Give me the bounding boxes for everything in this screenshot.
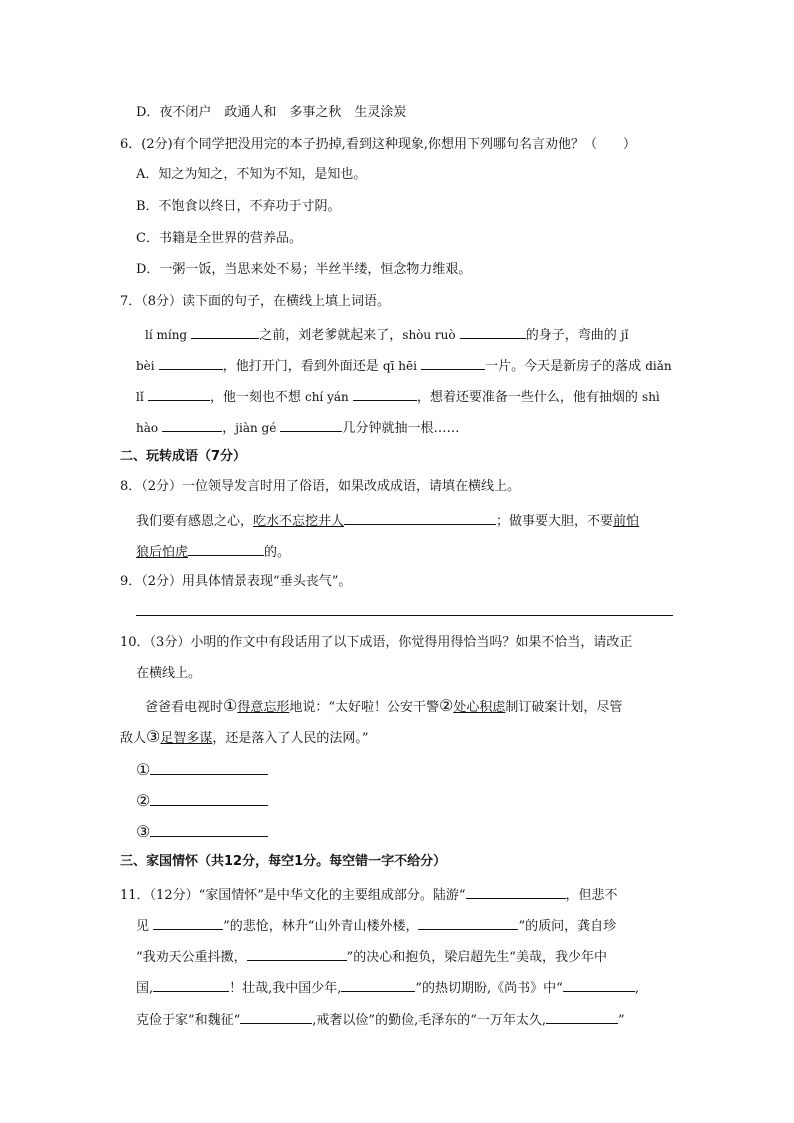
idiom: 足智多谋: [160, 731, 213, 746]
q7-line-1: lí míng 之前，刘老爹就起来了，shòu ruò 的身子，弯曲的 jǐ: [145, 324, 628, 345]
pinyin: chí yán: [304, 390, 349, 404]
answer-blank[interactable]: [150, 760, 268, 775]
answer-blank[interactable]: [280, 417, 342, 432]
answer-blank[interactable]: [191, 324, 259, 339]
pinyin: hào: [136, 421, 159, 435]
q10-stem-2: 在横线上。: [136, 666, 202, 681]
q8-stem: 8．（2分）一位领导发言时用了俗语，如果改成成语，请填在横线上。: [120, 479, 521, 494]
q6-option-b[interactable]: B．不饱食以终日，不弃功于寸阴。: [136, 199, 341, 214]
answer-blank[interactable]: [150, 822, 268, 837]
q8-line-1: 我们要有感恩之心，吃水不忘挖井人 ；做事要大胆，不要前怕: [136, 510, 639, 531]
q6-stem: 6．(2分)有个同学把没用完的本子扔掉,看到这种现象,你想用下列哪句名言劝他？（ ）: [120, 137, 636, 152]
q11-line-3: “我劝天公重抖擞， ”的决心和抱负，梁启超先生“美哉，我少年中: [136, 946, 607, 967]
q10-passage-2: 敌人③足智多谋，还是落入了人民的法网。”: [120, 727, 369, 746]
answer-blank[interactable]: [466, 884, 566, 899]
q11-line-1: 11．（12分）“家国情怀”是中华文化的主要组成部分。陆游“ ，但悲不: [120, 884, 618, 905]
proverb: 前怕: [613, 514, 640, 529]
q10-answer-2: ②: [136, 791, 268, 812]
pinyin: jǐ: [620, 328, 629, 342]
pinyin: lí míng: [145, 328, 188, 342]
answer-blank[interactable]: [150, 791, 268, 806]
q6-option-d[interactable]: D．一粥一饭，当思来处不易；半丝半缕，恒念物力维艰。: [136, 262, 472, 277]
circled-number: ③: [146, 727, 161, 746]
pinyin: shòu ruò: [402, 328, 456, 342]
answer-blank[interactable]: [148, 386, 210, 401]
circled-number: ①: [223, 696, 238, 715]
answer-blank[interactable]: [162, 417, 222, 432]
q7-line-2: bèi ，他打开门，看到外面还是 qī hēi 一片。今天是新房子的落成 diǎn: [136, 355, 672, 376]
q7-line-3: lǐ ，他一刻也不想 chí yán ，想着还要准备一些什么，他有抽烟的 shì: [136, 386, 660, 407]
answer-blank[interactable]: [159, 355, 223, 370]
q11-line-5: 克俭于家”和魏征“ ,戒奢以俭”的勤俭,毛泽东的“一万年太久, ”: [136, 1009, 625, 1030]
q6-option-a[interactable]: A．知之为知之，不知为不知，是知也。: [136, 167, 367, 182]
q10-answer-1: ①: [136, 760, 268, 781]
q8-line-2: 狼后怕虎 的。: [136, 541, 290, 562]
answer-blank[interactable]: [421, 355, 485, 370]
q11-line-4: 国, ！壮哉,我中国少年, ”的热切期盼,《尚书》中“ ,: [136, 977, 639, 998]
circled-number: ②: [439, 696, 454, 715]
q9-stem: 9．（2分）用具体情景表现“垂头丧气”。: [120, 574, 352, 589]
proverb: 狼后怕虎: [136, 545, 189, 560]
q10-answer-3: ③: [136, 822, 268, 843]
pinyin: lǐ: [136, 390, 144, 404]
answer-blank[interactable]: [460, 324, 526, 339]
q10-passage-1: 爸爸看电视时①得意忘形地说：“太好啦！公安干警②处心积虑制订破案计划，尽管: [145, 696, 623, 715]
idiom: 得意忘形: [237, 700, 290, 715]
q11-line-2: 见 ”的悲怆，林升“山外青山楼外楼， ”的质问，龚自珍: [136, 915, 616, 936]
answer-blank[interactable]: [188, 541, 264, 556]
q10-stem-1: 10．（3分）小明的作文中有段话用了以下成语，你觉得用得恰当吗？如果不恰当，请改正: [120, 635, 633, 650]
answer-blank[interactable]: [563, 977, 635, 992]
q5-option-d: D．夜不闭户 政通人和 多事之秋 生灵涂炭: [136, 105, 407, 120]
section-2-title: 二、玩转成语（7分）: [120, 449, 247, 464]
q6-option-c[interactable]: C．书籍是全世界的营养品。: [136, 231, 302, 246]
answer-blank[interactable]: [353, 386, 417, 401]
answer-blank[interactable]: [418, 915, 518, 930]
pinyin: diǎn: [645, 359, 672, 373]
proverb: 吃水不忘挖井人: [253, 514, 345, 529]
answer-blank[interactable]: [240, 1009, 312, 1024]
answer-blank[interactable]: [341, 977, 415, 992]
pinyin: qī hēi: [382, 359, 417, 373]
pinyin: bèi: [136, 359, 155, 373]
q7-stem: 7．（8分）读下面的句子，在横线上填上词语。: [120, 294, 391, 309]
answer-blank[interactable]: [546, 1009, 618, 1024]
section-3-title: 三、家国情怀（共12分，每空1分。每空错一字不给分）: [120, 854, 447, 869]
q9-answer-line[interactable]: [136, 615, 673, 616]
pinyin: shì: [642, 390, 660, 404]
answer-blank[interactable]: [153, 915, 223, 930]
pinyin: jiàn gé: [235, 421, 277, 435]
answer-blank[interactable]: [153, 977, 229, 992]
answer-blank[interactable]: [247, 946, 347, 961]
idiom: 处心积虑: [453, 700, 506, 715]
q7-line-4: hào ，jiàn gé 几分钟就抽一根……: [136, 417, 459, 438]
answer-blank[interactable]: [344, 510, 496, 525]
